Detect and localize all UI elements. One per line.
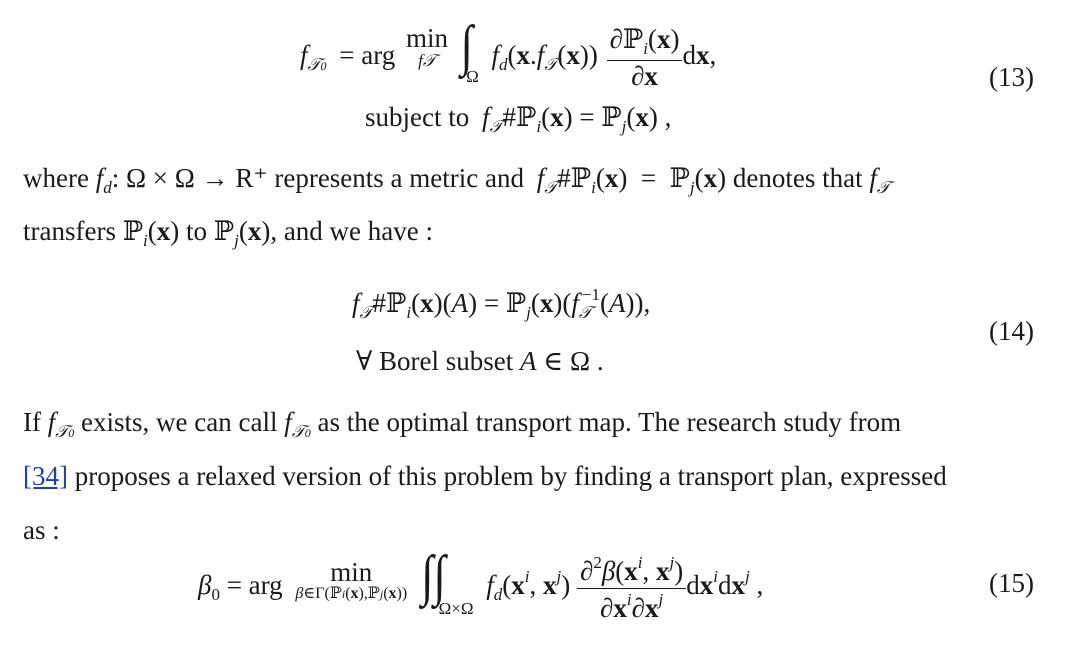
paragraph-1-line-1: where $f_d$: Ω × Ω → R⁺ represents a metric and $f_𝒯\#ℙ_i(x)$ = ℙ$_j$(x) denotes that $f_𝒯$ — [23, 163, 890, 197]
citation-link-34[interactable]: [34] — [23, 461, 68, 491]
equation-13-line-2: subject to $f_𝒯\#ℙ_i(x)$ = ℙ$_j$(x) , — [365, 102, 672, 136]
equation-15: $\beta_0$ = arg min β∈Γ(ℙi(x),ℙj(x)) $\int\int_{\Omega\times\Omega}$ $f_d(x^i$, $x^j$) $\frac{\partial^2\beta(x^i, x^j)}{\partial x^i\partial x^j}$ $dx^idx^j$ , — [198, 545, 764, 623]
paragraph-2-line-3: as : — [23, 515, 60, 545]
paragraph-1-line-2: transfers ℙ$_i$(x) to ℙ$_j$(x), and we have : — [23, 216, 434, 250]
paragraph-2-line-1: If $f_{𝒯0}$ exists, we can call $f_{𝒯0}$ as the optimal transport map. The research study from — [23, 407, 902, 441]
paragraph-2-line-2: [34] proposes a relaxed version of this problem by finding a transport plan, expressed — [23, 461, 947, 491]
equation-14-line-2: ∀ Borel subset A ∈ Ω . — [356, 346, 604, 376]
equation-14-number: (14) — [989, 316, 1034, 346]
equation-13-number: (13) — [989, 62, 1034, 92]
equation-15-number: (15) — [989, 568, 1034, 598]
equation-13-line-1: $f_{𝒯0}$ = arg min f𝒯 $\int_\Omega$ $f_d(x.f_𝒯(x))$ $\frac{\partial ℙ_i(x)}{\partial x}$ dx, — [300, 15, 717, 91]
equation-14-line-1: $f_𝒯\#ℙ_i(x)(A)$ = $ℙ_j(x)(f_𝒯^{-1}(A))$, — [352, 285, 651, 322]
